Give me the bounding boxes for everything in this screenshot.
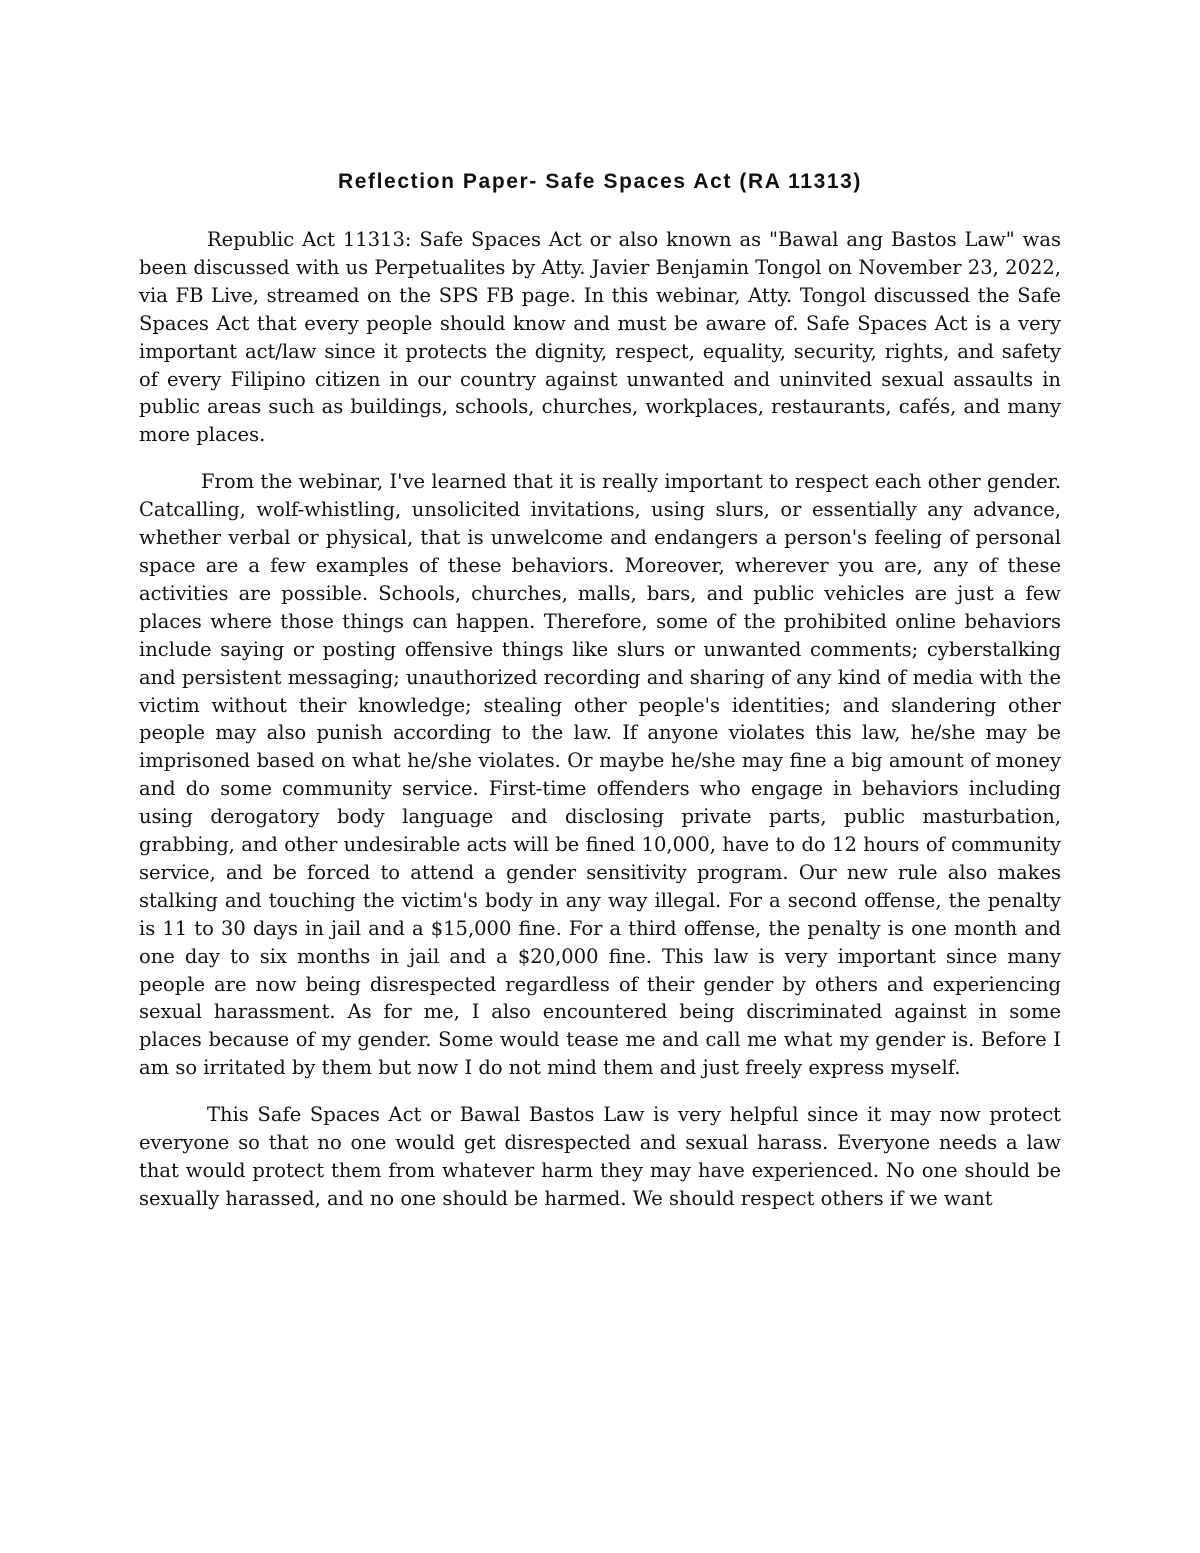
document-body: [139, 226, 1061, 1232]
paragraph-introduction: Republic Act 11313: Safe Spaces Act or also known as "Bawal ang Bastos Law" was been discussed with us Perpetualites by Atty. Javier Benjamin Tongol on November 23, 2022, via FB Live, streamed on the SPS FB page. In this webinar, Atty. Tongol discussed the Safe Spaces Act that every people should know and must be aware of. Safe Spaces Act is a very important act/law since it protects the dignity, respect, equality, security, rights, and safety of every Filipino citizen in our country against unwanted and uninvited sexual assaults in public areas such as buildings, schools, churches, workplaces, restaurants, cafés, and many more places.: [139, 228, 1061, 447]
document-title: Reflection Paper- Safe Spaces Act (RA 11313): [337, 170, 863, 193]
paragraph-conclusion: This Safe Spaces Act or Bawal Bastos Law is very helpful since it may now protect everyone so that no one would get disrespected and sexual harass. Everyone needs a law that would protect them from whatever harm they may have experienced. No one should be sexually harassed, and no one should be harmed. We should respect others if we want: [139, 1103, 1061, 1210]
paragraph-learnings: From the webinar, I've learned that it is really important to respect each other gender. Catcalling, wolf-whistling, unsolicited invitations, using slurs, or essentially any advance, whether verbal or physical, that is unwelcome and endangers a person's feeling of personal space are a few examples of these behaviors. Moreover, wherever you are, any of these activities are possible. Schools, churches, malls, bars, and public vehicles are just a few places where those things can happen. Therefore, some of the prohibited online behaviors include saying or posting offensive things like slurs or unwanted comments; cyberstalking and persistent messaging; unauthorized recording and sharing of any kind of media with the victim without their knowledge; stealing other people's identities; and slandering other people may also punish according to the law. If anyone violates this law, he/she may be imprisoned based on what he/she violates. Or maybe he/she may fine a big amount of money and do some community service. First-time offenders who engage in behaviors including using derogatory body language and disclosing private parts, public masturbation, grabbing, and other undesirable acts will be fined 10,000, have to do 12 hours of community service, and be forced to attend a gender sensitivity program. Our new rule also makes stalking and touching the victim's body in any way illegal. For a second offense, the penalty is 11 to 30 days in jail and a $15,000 fine. For a third offense, the penalty is one month and one day to six months in jail and a $20,000 fine. This law is very important since many people are now being disrespected regardless of their gender by others and experiencing sexual harassment. As for me, I also encountered being discriminated against in some places because of my gender. Some would tease me and call me what my gender is. Before I am so irritated by them but now I do not mind them and just freely express myself.: [139, 470, 1061, 1080]
